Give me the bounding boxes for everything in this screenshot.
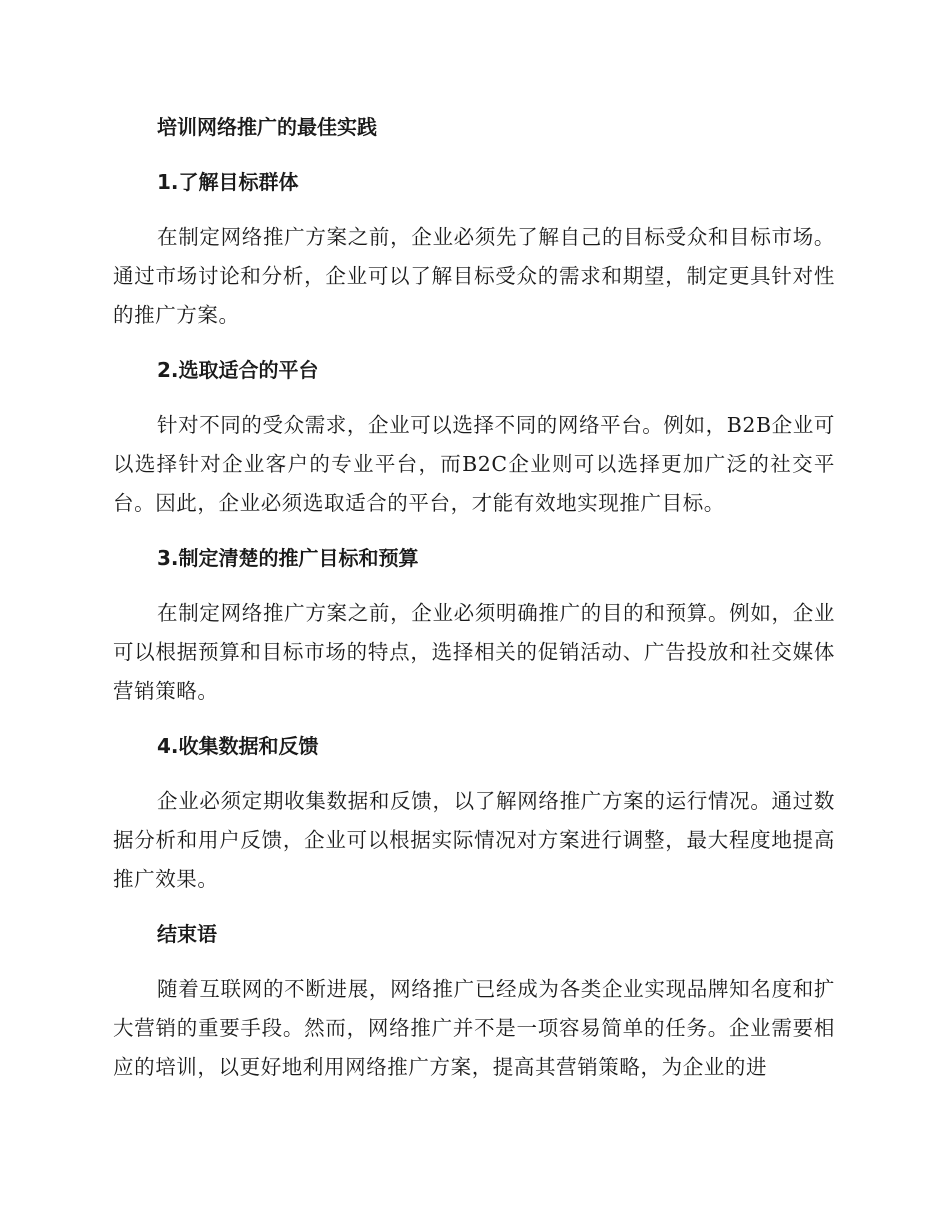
document-content [113, 108, 835, 1103]
section-body-4: 企业必须定期收集数据和反馈，以了解网络推广方案的运行情况。通过数据分析和用户反馈，企业可以根据实际情况对方案进行调整，最大程度地提高推广效果。 [113, 789, 835, 891]
conclusion-heading: 结束语 [157, 922, 217, 946]
conclusion-body: 随着互联网的不断进展，网络推广已经成为各类企业实现品牌知名度和扩大营销的重要手段。然而，网络推广并不是一项容易简单的任务。企业需要相应的培训，以更好地利用网络推广方案，提高其营销策略，为企业的进 [113, 977, 835, 1079]
section-heading-3: 3.制定清楚的推广目标和预算 [157, 546, 419, 570]
section-heading-4: 4.收集数据和反馈 [157, 734, 319, 758]
section-body-2: 针对不同的受众需求，企业可以选择不同的网络平台。例如，B2B企业可以选择针对企业客户的专业平台，而B2C企业则可以选择更加广泛的社交平台。因此，企业必须选取适合的平台，才能有效地实现推广目标。 [113, 413, 835, 515]
section-heading-2: 2.选取适合的平台 [157, 358, 319, 382]
section-body-3: 在制定网络推广方案之前，企业必须明确推广的目的和预算。例如，企业可以根据预算和目标市场的特点，选择相关的促销活动、广告投放和社交媒体营销策略。 [113, 601, 835, 703]
section-body-1: 在制定网络推广方案之前，企业必须先了解自己的目标受众和目标市场。通过市场讨论和分析，企业可以了解目标受众的需求和期望，制定更具针对性的推广方案。 [113, 225, 835, 327]
section-heading-1: 1.了解目标群体 [157, 170, 299, 194]
document-title: 培训网络推广的最佳实践 [157, 115, 377, 139]
